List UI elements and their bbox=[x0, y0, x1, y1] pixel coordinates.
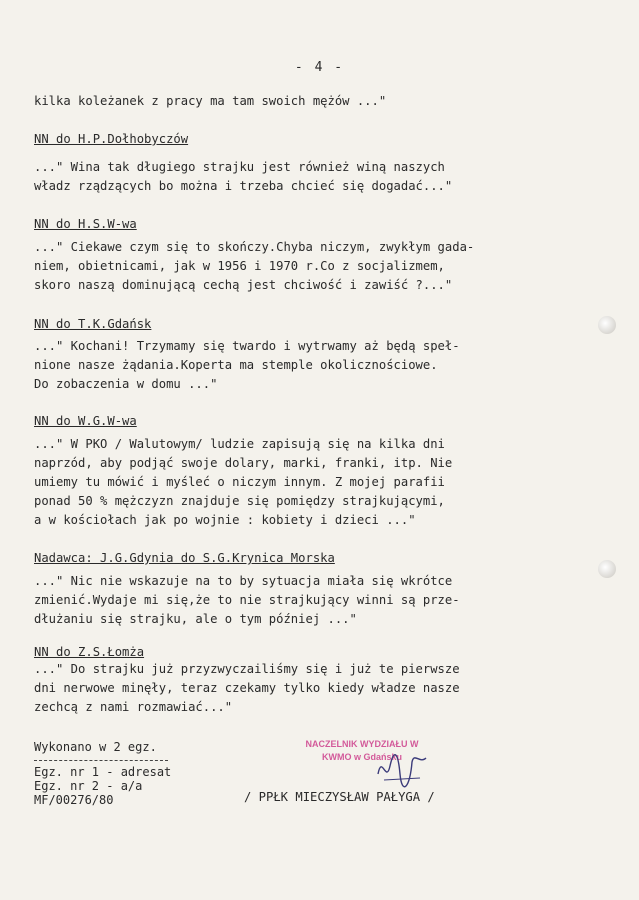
punch-hole-top bbox=[598, 316, 616, 334]
copies-note: Wykonano w 2 egz. bbox=[34, 740, 157, 754]
section-line: naprzód, aby podjąć swoje dolary, marki, franki, itp. Nie bbox=[34, 456, 453, 470]
continued-line: kilka koleżanek z pracy ma tam swoich mężów ..." bbox=[34, 94, 387, 108]
section-heading: Nadawca: J.G.Gdynia do S.G.Krynica Morska bbox=[34, 551, 335, 565]
section-line: skoro naszą dominującą cechą jest chciwość i zawiść ?..." bbox=[34, 278, 453, 292]
copy-1: Egz. nr 1 - adresat bbox=[34, 765, 172, 779]
footer-divider bbox=[34, 760, 168, 761]
section-line: zechcą z nami rozmawiać..." bbox=[34, 700, 233, 714]
section-line: władz rządzących bo można i trzeba chcieć się dogadać..." bbox=[34, 179, 453, 193]
section-line: Do zobaczenia w domu ..." bbox=[34, 377, 218, 391]
section-line: dłużaniu się strajku, ale o tym później ..." bbox=[34, 612, 357, 626]
section-heading: NN do W.G.W-wa bbox=[34, 414, 137, 428]
section-line: ..." Wina tak długiego strajku jest również winą naszych bbox=[34, 160, 445, 174]
section-heading: NN do H.P.Dołhobyczów bbox=[34, 132, 189, 146]
punch-hole-bottom bbox=[598, 560, 616, 578]
handwritten-signature bbox=[370, 744, 430, 792]
section-heading: NN do Z.S.Łomża bbox=[34, 645, 145, 659]
section-line: ponad 50 % mężczyzn znajduje się pomiędzy strajkującymi, bbox=[34, 494, 445, 508]
section-line: ..." Nic nie wskazuje na to by sytuacja miała się wkrótce bbox=[34, 574, 453, 588]
page-number: - 4 - bbox=[294, 60, 345, 75]
section-heading: NN do H.S.W-wa bbox=[34, 217, 137, 231]
section-line: ..." Do strajku już przyzwyczailiśmy się i już te pierwsze bbox=[34, 662, 460, 676]
section-line: umiemy tu mówić i myśleć o niczym innym. Z mojej parafii bbox=[34, 475, 445, 489]
reference-number: MF/00276/80 bbox=[34, 793, 114, 807]
section-line: ..." Ciekawe czym się to skończy.Chyba niczym, zwykłym gada- bbox=[34, 240, 475, 254]
section-line: nione nasze żądania.Koperta ma stemple okolicznościowe. bbox=[34, 358, 438, 372]
section-line: a w kościołach jak po wojnie : kobiety i dzieci ..." bbox=[34, 513, 416, 527]
section-line: ..." Kochani! Trzymamy się twardo i wytrwamy aż będą speł- bbox=[34, 339, 460, 353]
stamp-line-2: KWMO w Gdańsku bbox=[321, 752, 402, 762]
section-line: zmienić.Wydaje mi się,że to nie strajkujący winni są prze- bbox=[34, 593, 460, 607]
stamp-line-1: NACZELNIK WYDZIAŁU W bbox=[305, 739, 419, 749]
officer-signature-line: / PPŁK MIECZYSŁAW PAŁYGA / bbox=[244, 790, 435, 804]
section-line: ..." W PKO / Walutowym/ ludzie zapisują się na kilka dni bbox=[34, 437, 445, 451]
section-heading: NN do T.K.Gdańsk bbox=[34, 317, 152, 331]
copy-2: Egz. nr 2 - a/a bbox=[34, 779, 143, 793]
section-line: niem, obietnicami, jak w 1956 i 1970 r.Co z socjalizmem, bbox=[34, 259, 445, 273]
section-line: dni nerwowe minęły, teraz czekamy tylko kiedy władze nasze bbox=[34, 681, 460, 695]
